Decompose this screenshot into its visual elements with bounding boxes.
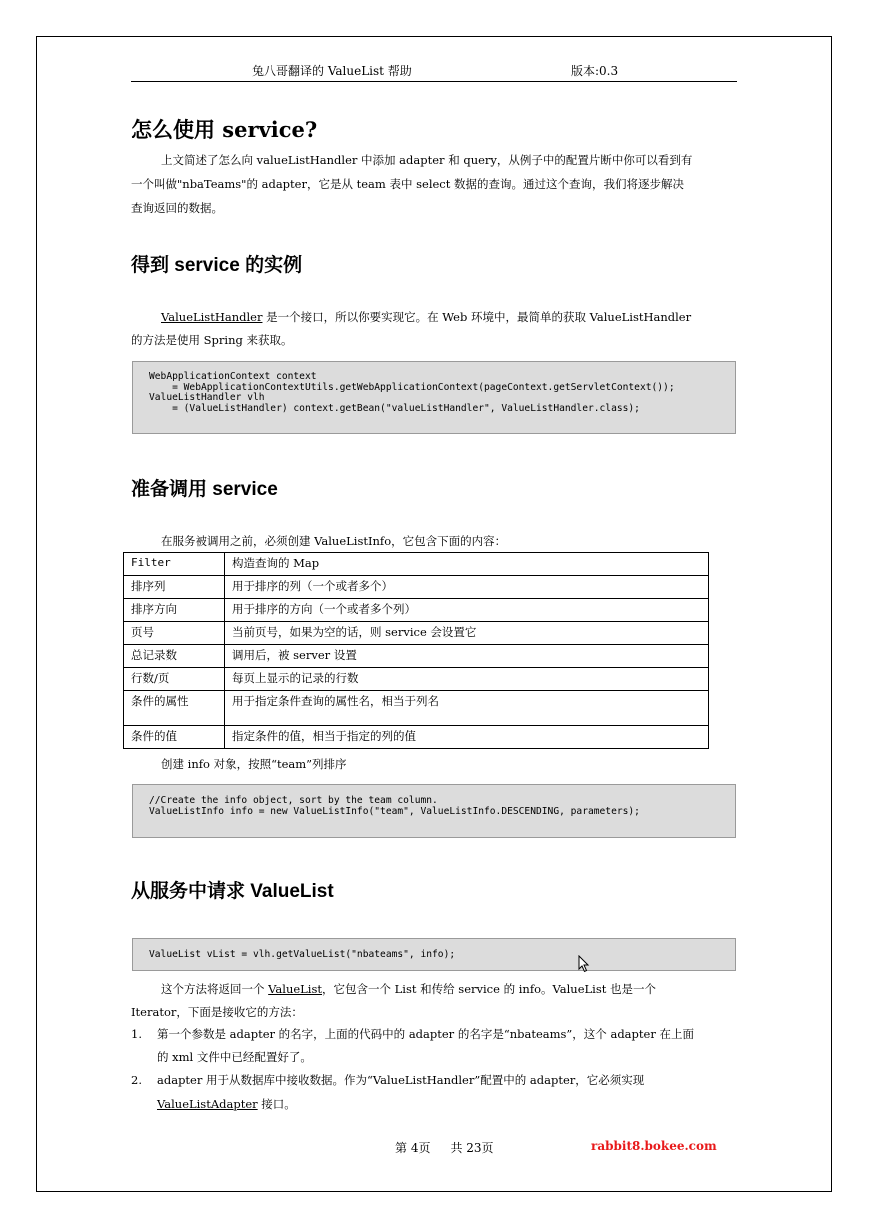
table-cell-key: 排序方向 (124, 599, 225, 622)
section1-paragraph (131, 148, 737, 220)
table-row (124, 576, 709, 599)
list-item-continuation (157, 1096, 296, 1112)
table-cell-key: 排序列 (124, 576, 225, 599)
section1-line-3: 查询返回的数据。 (131, 201, 223, 215)
code-block-create-info: //Create the info object, sort by the team column. ValueListInfo info = new ValueListInfo("team", ValueListInfo.DESCENDING, parameters); (132, 784, 736, 838)
list-item-text: 第一个参数是 adapter 的名字，上面的代码中的 adapter 的名字是“nbateams”，这个 adapter 在上面 (157, 1027, 694, 1041)
footer-site-link[interactable]: rabbit8.bokee.com (591, 1139, 717, 1153)
table-cell-desc: 指定条件的值，相当于指定的列的值 (225, 726, 709, 749)
list-item-continuation-text: 接口。 (257, 1097, 296, 1111)
footer-current-page: 第 4页 (395, 1141, 431, 1155)
list-item-number: 2. (131, 1073, 142, 1087)
table-row (124, 691, 709, 726)
section3-title: 准备调用 service (131, 479, 278, 500)
section4-line-1 (161, 981, 656, 997)
table-row (124, 622, 709, 645)
section2-line-1 (161, 309, 691, 325)
section1-title: 怎么使用 service? (131, 117, 318, 142)
table-cell-desc: 构造查询的 Map (225, 553, 709, 576)
table-row (124, 726, 709, 749)
table-cell-key: 条件的属性 (124, 691, 225, 726)
table-cell-desc: 用于指定条件查询的属性名，相当于列名 (225, 691, 709, 726)
list-item-continuation: 的 xml 文件中已经配置好了。 (157, 1050, 312, 1064)
section4-line-1-pre: 这个方法将返回一个 (161, 982, 269, 996)
code-block-get-valuelist: ValueList vList = vlh.getValueList("nbateams", info); (132, 938, 736, 971)
section2-title: 得到 service 的实例 (131, 255, 303, 276)
header-rule (131, 81, 737, 82)
valuelistinfo-table (123, 552, 709, 749)
table-cell-desc: 用于排序的列（一个或者多个） (225, 576, 709, 599)
table-cell-desc: 用于排序的方向（一个或者多个列） (225, 599, 709, 622)
header-doc-title: 兔八哥翻译的 ValueList 帮助 (252, 64, 412, 78)
table-cell-desc: 调用后，被 server 设置 (225, 645, 709, 668)
table-cell-desc: 当前页号，如果为空的话，则 service 会设置它 (225, 622, 709, 645)
section3-intro: 在服务被调用之前，必须创建 ValueListInfo，它包含下面的内容： (161, 534, 507, 548)
section4-line-2: Iterator，下面是接收它的方法： (131, 1005, 303, 1019)
table-cell-desc: 每页上显示的记录的行数 (225, 668, 709, 691)
valuelist-link[interactable]: ValueList (268, 982, 322, 996)
table-row (124, 668, 709, 691)
section3-after-table: 创建 info 对象，按照“team”列排序 (161, 757, 347, 771)
list-item (131, 1026, 694, 1042)
section1-line-2: 一个叫做"nbaTeams"的 adapter，它是从 team 表中 select 数据的查询。通过这个查询，我们将逐步解决 (131, 177, 685, 191)
section4-line-1-post: ，它包含一个 List 和传给 service 的 info。ValueList 也是一个 (322, 982, 656, 996)
list-item-text: adapter 用于从数据库中接收数据。作为“ValueListHandler”配置中的 adapter，它必须实现 (157, 1073, 645, 1087)
section2-line-1-text: 是一个接口，所以你要实现它。在 Web 环境中，最简单的获取 ValueListHandler (262, 310, 692, 324)
section1-line-1: 上文简述了怎么向 valueListHandler 中添加 adapter 和 query，从例子中的配置片断中你可以看到有 (161, 153, 693, 167)
valuelisthandler-link[interactable]: ValueListHandler (161, 310, 263, 324)
section2-line-2: 的方法是使用 Spring 来获取。 (131, 333, 293, 347)
code-block-get-handler: WebApplicationContext context = WebApplicationContextUtils.getWebApplicationContext(pageContext.getServletContext()); ValueListHandler vlh = (ValueListHandler) context.getBean("valueListHandler", ValueListHandler.class); (132, 361, 736, 434)
footer-page-number (395, 1139, 494, 1156)
valuelistadapter-link[interactable]: ValueListAdapter (157, 1097, 258, 1111)
table-cell-key: 总记录数 (124, 645, 225, 668)
table-cell-key: Filter (124, 553, 225, 576)
footer-total-pages: 共 23页 (450, 1141, 494, 1155)
header-version: 版本:0.3 (571, 64, 619, 78)
table-row (124, 599, 709, 622)
mouse-pointer-icon (578, 955, 590, 973)
table-cell-key: 行数/页 (124, 668, 225, 691)
list-item (131, 1072, 644, 1088)
table-row (124, 553, 709, 576)
table-cell-key: 条件的值 (124, 726, 225, 749)
table-row (124, 645, 709, 668)
table-cell-key: 页号 (124, 622, 225, 645)
list-item-number: 1. (131, 1027, 142, 1041)
section4-title: 从服务中请求 ValueList (131, 881, 334, 902)
